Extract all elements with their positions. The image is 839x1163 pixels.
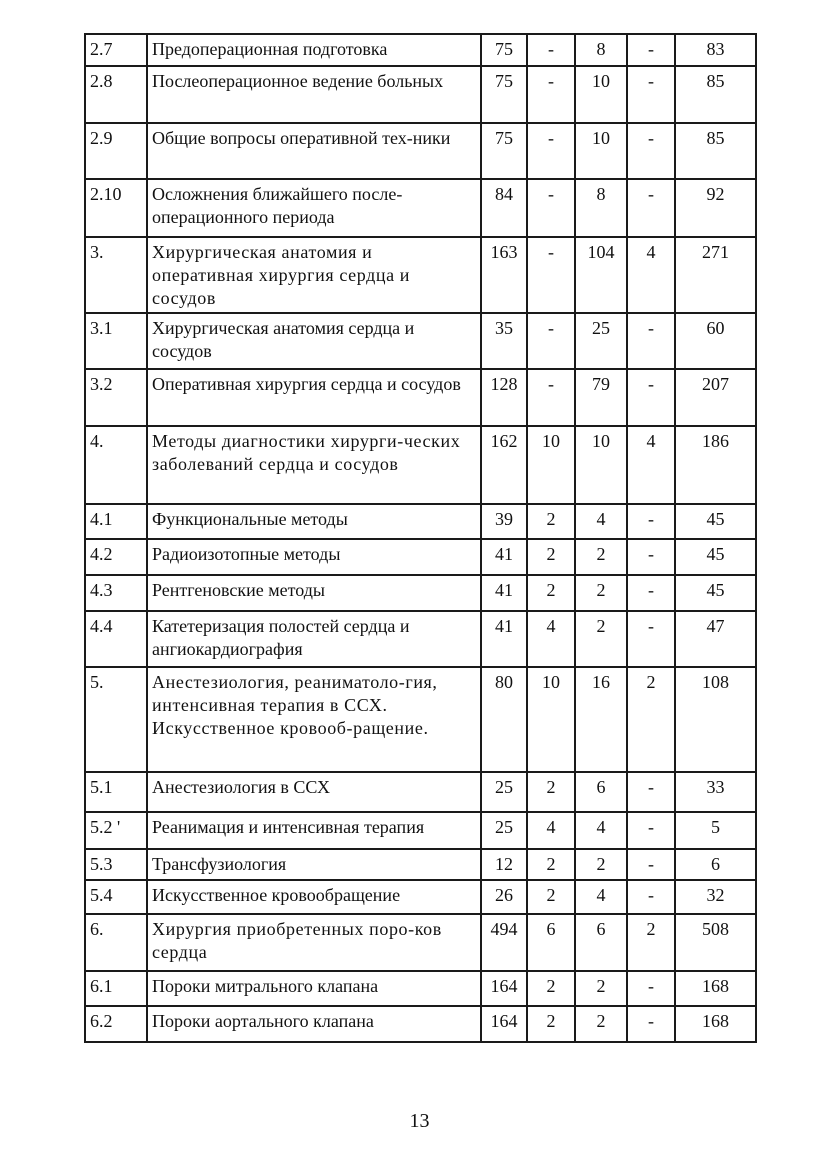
row-number: 5.3	[85, 849, 147, 880]
cell-col2: 2	[527, 849, 575, 880]
cell-col1: 75	[481, 123, 527, 179]
cell-col1: 494	[481, 914, 527, 971]
row-title: Хирургическая анатомия сердца и сосудов	[147, 313, 481, 369]
cell-col3: 10	[575, 66, 627, 123]
cell-total: 108	[675, 667, 756, 772]
cell-col1: 26	[481, 880, 527, 914]
cell-total: 45	[675, 504, 756, 539]
cell-col2: 2	[527, 539, 575, 575]
cell-col2: 2	[527, 880, 575, 914]
cell-total: 85	[675, 66, 756, 123]
cell-total: 5	[675, 812, 756, 849]
row-title: Анестезиология в ССХ	[147, 772, 481, 812]
row-title: Функциональные методы	[147, 504, 481, 539]
row-title: Катетеризация полостей сердца и ангиокардиография	[147, 611, 481, 667]
row-number: 6.	[85, 914, 147, 971]
table-row	[85, 812, 756, 849]
row-number: 3.2	[85, 369, 147, 426]
cell-col3: 4	[575, 812, 627, 849]
row-number: 5.1	[85, 772, 147, 812]
row-number: 5.	[85, 667, 147, 772]
cell-col1: 80	[481, 667, 527, 772]
cell-col3: 2	[575, 1006, 627, 1042]
cell-col2: 10	[527, 426, 575, 504]
cell-col3: 25	[575, 313, 627, 369]
cell-col2: 2	[527, 504, 575, 539]
cell-col1: 12	[481, 849, 527, 880]
cell-total: 47	[675, 611, 756, 667]
cell-total: 60	[675, 313, 756, 369]
row-number: 5.2 '	[85, 812, 147, 849]
table-row	[85, 914, 756, 971]
cell-col3: 10	[575, 123, 627, 179]
cell-total: 168	[675, 971, 756, 1006]
row-number: 4.4	[85, 611, 147, 667]
row-number: 4.3	[85, 575, 147, 611]
cell-col4: -	[627, 849, 675, 880]
cell-col3: 2	[575, 611, 627, 667]
cell-col2: 2	[527, 971, 575, 1006]
cell-col4: -	[627, 575, 675, 611]
row-number: 3.	[85, 237, 147, 313]
cell-total: 271	[675, 237, 756, 313]
row-title: Пороки митрального клапана	[147, 971, 481, 1006]
cell-col2: -	[527, 237, 575, 313]
cell-total: 85	[675, 123, 756, 179]
cell-col2: -	[527, 313, 575, 369]
cell-col3: 8	[575, 34, 627, 66]
row-number: 2.8	[85, 66, 147, 123]
cell-col4: -	[627, 123, 675, 179]
cell-col2: 2	[527, 575, 575, 611]
cell-col1: 39	[481, 504, 527, 539]
cell-col1: 35	[481, 313, 527, 369]
cell-col3: 2	[575, 971, 627, 1006]
row-number: 6.2	[85, 1006, 147, 1042]
cell-col4: 4	[627, 426, 675, 504]
curriculum-table	[84, 33, 757, 1043]
row-number: 5.4	[85, 880, 147, 914]
row-number: 2.9	[85, 123, 147, 179]
cell-col3: 4	[575, 880, 627, 914]
row-number: 4.1	[85, 504, 147, 539]
cell-col2: 4	[527, 812, 575, 849]
cell-col4: -	[627, 369, 675, 426]
row-title: Общие вопросы оперативной тех-ники	[147, 123, 481, 179]
cell-col4: -	[627, 772, 675, 812]
table-row	[85, 971, 756, 1006]
cell-col1: 75	[481, 34, 527, 66]
cell-col1: 41	[481, 539, 527, 575]
cell-col4: -	[627, 34, 675, 66]
row-title: Предоперационная подготовка	[147, 34, 481, 66]
table-row	[85, 34, 756, 66]
row-title: Реанимация и интенсивная терапия	[147, 812, 481, 849]
cell-total: 33	[675, 772, 756, 812]
cell-col1: 41	[481, 611, 527, 667]
cell-total: 168	[675, 1006, 756, 1042]
cell-total: 92	[675, 179, 756, 237]
table-row	[85, 179, 756, 237]
cell-col2: -	[527, 34, 575, 66]
cell-col4: -	[627, 179, 675, 237]
cell-col3: 2	[575, 539, 627, 575]
table-row	[85, 369, 756, 426]
cell-col4: 2	[627, 914, 675, 971]
row-title: Анестезиология, реаниматоло-гия, интенсивная терапия в ССХ. Искусственное кровооб-ращение.	[147, 667, 481, 772]
cell-total: 186	[675, 426, 756, 504]
cell-col4: -	[627, 611, 675, 667]
row-number: 2.7	[85, 34, 147, 66]
cell-col2: -	[527, 369, 575, 426]
table-row	[85, 575, 756, 611]
cell-total: 6	[675, 849, 756, 880]
row-title: Хирургическая анатомия и оперативная хирургия сердца и сосудов	[147, 237, 481, 313]
row-title: Радиоизотопные методы	[147, 539, 481, 575]
cell-col2: -	[527, 179, 575, 237]
table-row	[85, 123, 756, 179]
row-title: Рентгеновские методы	[147, 575, 481, 611]
cell-col4: 2	[627, 667, 675, 772]
table-row	[85, 611, 756, 667]
cell-col4: -	[627, 971, 675, 1006]
row-title: Трансфузиология	[147, 849, 481, 880]
row-title: Послеоперационное ведение больных	[147, 66, 481, 123]
cell-total: 45	[675, 575, 756, 611]
cell-col3: 8	[575, 179, 627, 237]
cell-col1: 84	[481, 179, 527, 237]
cell-col4: -	[627, 313, 675, 369]
cell-col1: 164	[481, 971, 527, 1006]
cell-col1: 162	[481, 426, 527, 504]
cell-col3: 10	[575, 426, 627, 504]
table-row	[85, 504, 756, 539]
cell-col1: 75	[481, 66, 527, 123]
cell-col3: 4	[575, 504, 627, 539]
cell-col3: 2	[575, 575, 627, 611]
cell-col2: 6	[527, 914, 575, 971]
cell-col4: -	[627, 880, 675, 914]
row-number: 6.1	[85, 971, 147, 1006]
table-row	[85, 880, 756, 914]
row-title: Искусственное кровообращение	[147, 880, 481, 914]
cell-total: 32	[675, 880, 756, 914]
cell-total: 207	[675, 369, 756, 426]
row-number: 4.	[85, 426, 147, 504]
table-row	[85, 539, 756, 575]
cell-col2: 10	[527, 667, 575, 772]
page-number: 13	[409, 1110, 430, 1132]
cell-col3: 104	[575, 237, 627, 313]
cell-total: 83	[675, 34, 756, 66]
cell-col1: 164	[481, 1006, 527, 1042]
cell-total: 508	[675, 914, 756, 971]
row-title: Методы диагностики хирурги-ческих заболеваний сердца и сосудов	[147, 426, 481, 504]
cell-col4: -	[627, 812, 675, 849]
row-number: 4.2	[85, 539, 147, 575]
cell-col4: -	[627, 539, 675, 575]
cell-col4: -	[627, 504, 675, 539]
table-row	[85, 772, 756, 812]
cell-col4: -	[627, 1006, 675, 1042]
cell-col3: 79	[575, 369, 627, 426]
cell-col1: 128	[481, 369, 527, 426]
table-row	[85, 849, 756, 880]
cell-col2: -	[527, 123, 575, 179]
row-title: Оперативная хирургия сердца и сосудов	[147, 369, 481, 426]
cell-col1: 25	[481, 812, 527, 849]
table-row	[85, 1006, 756, 1042]
cell-col1: 25	[481, 772, 527, 812]
cell-col1: 41	[481, 575, 527, 611]
cell-total: 45	[675, 539, 756, 575]
cell-col3: 6	[575, 914, 627, 971]
cell-col4: 4	[627, 237, 675, 313]
cell-col2: -	[527, 66, 575, 123]
cell-col2: 2	[527, 1006, 575, 1042]
row-title: Осложнения ближайшего после-операционного периода	[147, 179, 481, 237]
row-title: Хирургия приобретенных поро-ков сердца	[147, 914, 481, 971]
table-row	[85, 237, 756, 313]
cell-col3: 16	[575, 667, 627, 772]
table-row	[85, 426, 756, 504]
table-row	[85, 66, 756, 123]
cell-col4: -	[627, 66, 675, 123]
cell-col2: 4	[527, 611, 575, 667]
table-row	[85, 313, 756, 369]
table-row	[85, 667, 756, 772]
cell-col3: 2	[575, 849, 627, 880]
cell-col2: 2	[527, 772, 575, 812]
cell-col1: 163	[481, 237, 527, 313]
row-number: 2.10	[85, 179, 147, 237]
row-title: Пороки аортального клапана	[147, 1006, 481, 1042]
row-number: 3.1	[85, 313, 147, 369]
cell-col3: 6	[575, 772, 627, 812]
